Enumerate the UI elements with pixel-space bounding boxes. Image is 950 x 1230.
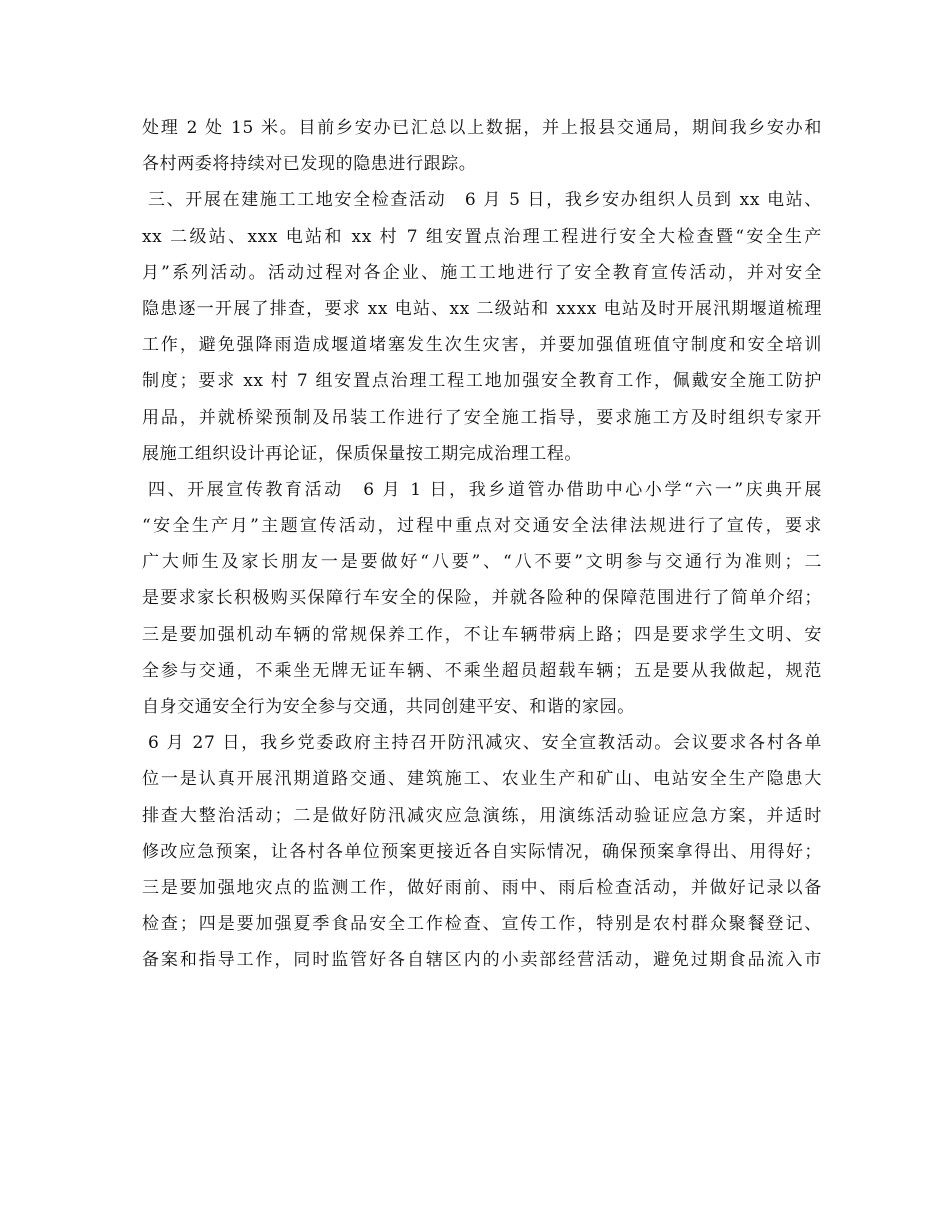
text-line: 广大师生及家长朋友一是要做好“八要”、“八不要”文明参与交通行为准则；二 [142, 552, 822, 573]
text-line: 位一是认真开展汛期道路交通、建筑施工、农业生产和矿山、电站安全生产隐患大 [142, 769, 822, 790]
text-line: 隐患逐一开展了排查，要求 xx 电站、xx 二级站和 xxxx 电站及时开展汛期堰道梳理 [142, 298, 822, 319]
text-line: 三是要加强机动车辆的常规保养工作，不让车辆带病上路；四是要求学生文明、安 [142, 624, 822, 645]
text-line: xx 二级站、xxx 电站和 xx 村 7 组安置点治理工程进行安全大检查暨“安全生产 [142, 226, 822, 247]
text-line: 用品，并就桥梁预制及吊装工作进行了安全施工指导，要求施工方及时组织专家开 [142, 407, 822, 428]
text-line: “安全生产月”主题宣传活动，过程中重点对交通安全法律法规进行了宣传，要求 [142, 516, 822, 537]
text-line: 备案和指导工作，同时监管好各自辖区内的小卖部经营活动，避免过期食品流入市 [142, 950, 822, 971]
section-heading-line: 四、开展宣传教育活动 6 月 1 日，我乡道管办借助中心小学“六一”庆典开展 [148, 479, 822, 500]
text-line: 是要求家长积极购买保障行车安全的保险，并就各险种的保障范围进行了简单介绍； [142, 588, 822, 609]
text-line: 处理 2 处 15 米。目前乡安办已汇总以上数据，并上报县交通局，期间我乡安办和 [142, 118, 822, 138]
text-line: 自身交通安全行为安全参与交通，共同创建平安、和谐的家园。 [142, 697, 635, 717]
text-line: 6 月 27 日，我乡党委政府主持召开防汛减灾、安全宣教活动。会议要求各村各单 [148, 733, 822, 754]
text-line: 检查；四是要加强夏季食品安全工作检查、宣传工作，特别是农村群众聚餐登记、 [142, 914, 822, 935]
text-line: 各村两委将持续对已发现的隐患进行跟踪。 [142, 154, 477, 175]
text-line: 月”系列活动。活动过程对各企业、施工工地进行了安全教育宣传活动，并对安全 [142, 262, 822, 283]
text-line: 制度；要求 xx 村 7 组安置点治理工程工地加强安全教育工作，佩戴安全施工防护 [142, 371, 822, 392]
text-line: 全参与交通，不乘坐无牌无证车辆、不乘坐超员超载车辆；五是要从我做起，规范 [142, 660, 822, 681]
text-line: 修改应急预案，让各村各单位预案更接近各自实际情况，确保预案拿得出、用得好； [142, 841, 822, 862]
text-line: 三是要加强地灾点的监测工作，做好雨前、雨中、雨后检查活动，并做好记录以备 [142, 877, 822, 898]
text-line: 工作，避免强降雨造成堰道堵塞发生次生灾害，并要加强值班值守制度和安全培训 [142, 335, 822, 356]
text-line: 展施工组织设计再论证，保质保量按工期完成治理工程。 [142, 443, 582, 464]
text-line: 排查大整治活动；二是做好防汛减灾应急演练，用演练活动验证应急方案，并适时 [142, 805, 822, 826]
section-heading-line: 三、开展在建施工工地安全检查活动 6 月 5 日，我乡安办组织人员到 xx 电站、 [148, 190, 822, 211]
document-body [142, 110, 822, 979]
